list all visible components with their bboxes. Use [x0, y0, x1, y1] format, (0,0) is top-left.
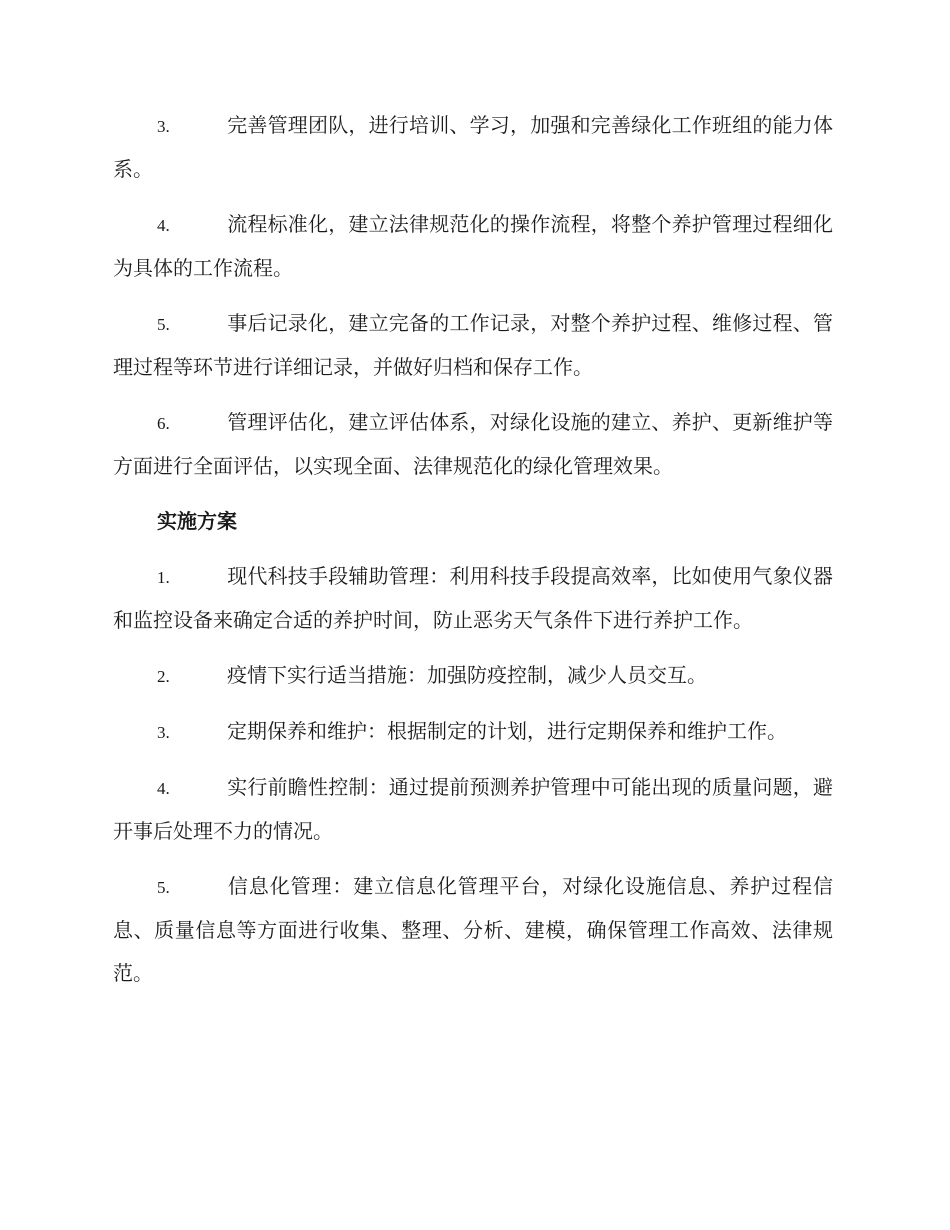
list-item-number: 4. — [157, 216, 170, 235]
list-item — [113, 710, 833, 754]
list-item-number: 6. — [157, 414, 170, 433]
list-item-number: 3. — [157, 117, 170, 136]
section-heading: 实施方案 — [157, 509, 237, 533]
list-item-number: 1. — [157, 568, 170, 587]
list-item-text: 完善管理团队，进行培训、学习，加强和完善绿化工作班组的能力体系。 — [113, 113, 833, 181]
list-item-text: 管理评估化，建立评估体系，对绿化设施的建立、养护、更新维护等方面进行全面评估，以实现全面、法律规范化的绿化管理效果。 — [113, 410, 833, 478]
list-item-number: 2. — [157, 667, 170, 686]
list-item-text: 定期保养和维护：根据制定的计划，进行定期保养和维护工作。 — [227, 719, 787, 743]
list-item — [113, 401, 833, 488]
list-item-text: 实行前瞻性控制：通过提前预测养护管理中可能出现的质量问题，避开事后处理不力的情况。 — [113, 775, 833, 843]
list-item-number: 3. — [157, 723, 170, 742]
list-item — [113, 203, 833, 290]
list-item — [113, 766, 833, 853]
list-item-text: 流程标准化，建立法律规范化的操作流程，将整个养护管理过程细化为具体的工作流程。 — [113, 212, 833, 280]
list-item-number: 5. — [157, 315, 170, 334]
list-item-text: 信息化管理：建立信息化管理平台，对绿化设施信息、养护过程信息、质量信息等方面进行收集、整理、分析、建模，确保管理工作高效、法律规范。 — [113, 874, 833, 985]
list-item-text: 疫情下实行适当措施：加强防疫控制，减少人员交互。 — [227, 663, 707, 687]
list-item — [113, 104, 833, 191]
list-item-number: 4. — [157, 779, 170, 798]
list-item-number: 5. — [157, 878, 170, 897]
list-item — [113, 555, 833, 642]
list-item — [113, 654, 833, 698]
list-item-text: 现代科技手段辅助管理：利用科技手段提高效率，比如使用气象仪器和监控设备来确定合适的养护时间，防止恶劣天气条件下进行养护工作。 — [113, 564, 833, 632]
document-body — [113, 104, 833, 1007]
list-item — [113, 865, 833, 995]
list-item — [113, 302, 833, 389]
list-item-text: 事后记录化，建立完备的工作记录，对整个养护过程、维修过程、管理过程等环节进行详细记录，并做好归档和保存工作。 — [113, 311, 833, 379]
